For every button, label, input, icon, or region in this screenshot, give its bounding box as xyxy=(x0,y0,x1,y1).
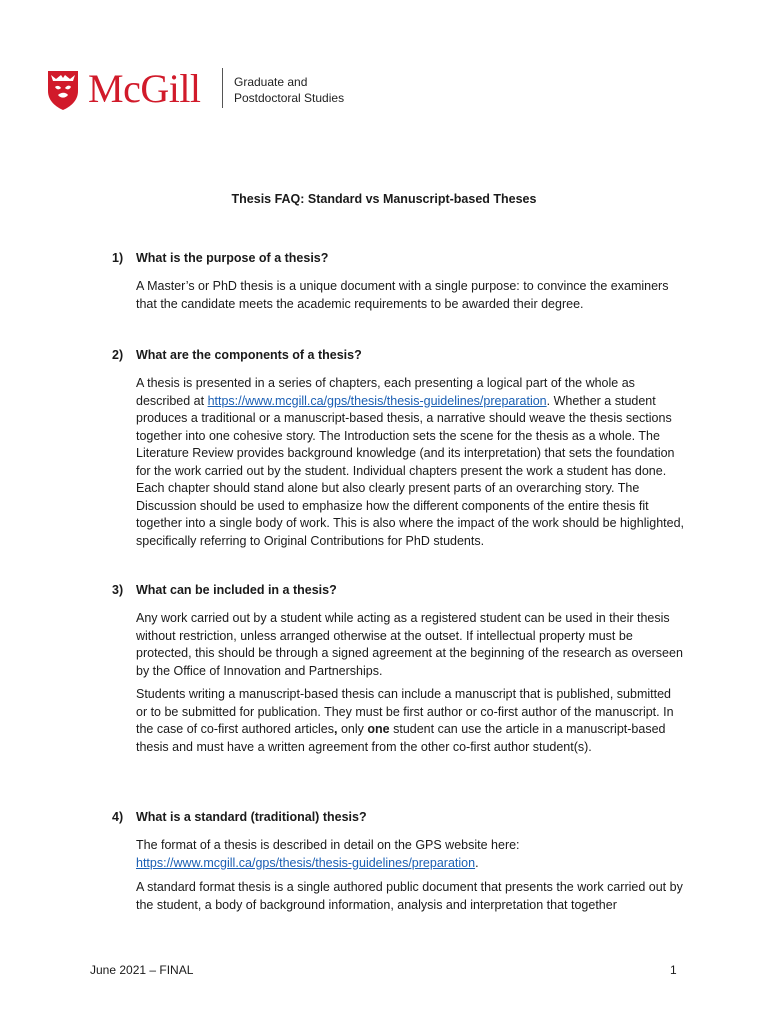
unit-line-2: Postdoctoral Studies xyxy=(234,91,345,105)
question-1 xyxy=(112,250,328,266)
answer-2-text-before: A thesis is presented in a series of chapters, each presenting a logical part of the whole as described at xyxy=(136,376,635,408)
answer-1-paragraph: A Master’s or PhD thesis is a unique document with a single purpose: to convince the examiners that the candidate meets the academic requirements to be awarded their degree. xyxy=(136,279,669,311)
answer-4-text-before: The format of a thesis is described in detail on the GPS website here: xyxy=(136,838,520,852)
answer-3-p2-bold: one xyxy=(367,722,390,736)
answer-3-paragraph-1: Any work carried out by a student while acting as a registered student can be used in their thesis without restriction, unless arranged otherwise at the outset. If intellectual property must be protected, this should be through a signed agreement at the beginning of the research as overseen by the Office of Innovation and Partnerships. xyxy=(136,611,683,678)
answer-2-text-after: . Whether a student produces a traditional or a manuscript-based thesis, a narrative should weave the thesis sections together into one cohesive story. The Introduction sets the scene for the thesis as a whole. The Literature Review provides background knowledge (and its interpretation) that sets the foundation for the work carried out by the student. Individual chapters present the work a student has done. Each chapter should stand alone but also clearly present parts of an overarching story. The Discussion should be used to emphasize how the different components of the entire thesis fit together into a single body of work. This is also where the impact of the work should be highlighted, specifically referring to Original Contributions for PhD students. xyxy=(136,393,684,548)
unit-name xyxy=(234,74,344,106)
answer-4-text-after: . xyxy=(475,855,479,870)
mcgill-crest-icon xyxy=(46,67,80,111)
footer-date: June 2021 – FINAL xyxy=(90,963,194,977)
answer-2-paragraph xyxy=(136,375,684,550)
document-title: Thesis FAQ: Standard vs Manuscript-based Theses xyxy=(231,192,537,206)
mcgill-logo xyxy=(46,66,201,112)
question-4-number: 4) xyxy=(112,810,124,824)
question-1-text: What is the purpose of a thesis? xyxy=(136,251,329,265)
question-2 xyxy=(112,347,362,363)
answer-3-p2-after: student can use the article in a manuscript-based thesis and must have a written agreement from the other co-first author student(s). xyxy=(136,722,666,754)
unit-line-1: Graduate and xyxy=(234,75,308,89)
answer-3-p2-mid: only xyxy=(337,722,368,736)
question-4 xyxy=(112,809,367,825)
question-3 xyxy=(112,582,337,598)
answer-3-paragraph-2 xyxy=(136,686,684,756)
question-2-number: 2) xyxy=(112,348,124,362)
question-3-number: 3) xyxy=(112,583,124,597)
answer-4-paragraph-1 xyxy=(136,837,684,872)
question-1-number: 1) xyxy=(112,251,124,265)
answer-4-paragraph-2: A standard format thesis is a single authored public document that presents the work carried out by the student, a body of background information, analysis and interpretation that together xyxy=(136,880,683,912)
answer-3-p2-comma: , xyxy=(334,722,338,736)
question-4-text: What is a standard (traditional) thesis? xyxy=(136,810,367,824)
gps-preparation-link[interactable]: https://www.mcgill.ca/gps/thesis/thesis-guidelines/preparation xyxy=(136,855,476,870)
answer-3-p2-before: Students writing a manuscript-based thesis can include a manuscript that is published, submitted or to be submitted for publication. They must be first author or co-first author of the manuscript. In the case of co-first authored articles xyxy=(136,687,674,736)
page-number: 1 xyxy=(670,963,677,977)
question-3-text: What can be included in a thesis? xyxy=(136,583,337,597)
question-2-text: What are the components of a thesis? xyxy=(136,348,362,362)
brand-wordmark: McGill xyxy=(88,66,201,111)
preparation-guidelines-link[interactable]: https://www.mcgill.ca/gps/thesis/thesis-guidelines/preparation xyxy=(207,393,547,408)
header-divider xyxy=(222,68,223,108)
